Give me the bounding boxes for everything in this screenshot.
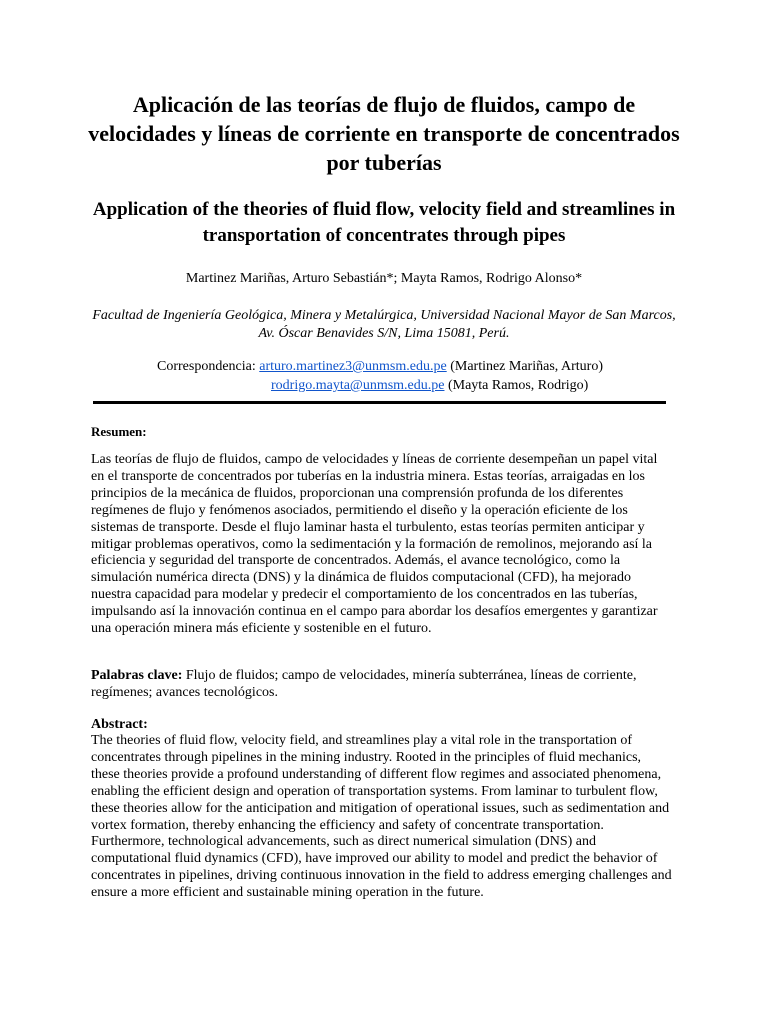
keywords-label: Palabras clave: <box>91 668 183 683</box>
keywords-text: Flujo de fluidos; campo de velocidades, minería subterránea, líneas de corriente, regímenes; avances tecnológicos. <box>91 668 637 700</box>
abstract-body: The theories of fluid flow, velocity field, and streamlines play a vital role in the transportation of concentrates through pipelines in the mining industry. Rooted in the principles of fluid mechanics, these theories provide a profound understanding of different flow regimes and associated phenomena, enabling the efficient design and operation of transportation systems. From laminar to turbulent flow, these theories allow for the anticipation and mitigation of operational issues, such as sedimentation and vortex formation, thereby enhancing the efficiency and safety of concentrate transportation. Furthermore, technological advancements, such as direct numerical simulation (DNS) and computational fluid dynamics (CFD), have improved our ability to model and predict the behavior of concentrates in pipelines, driving continuous innovation in the field to address emerging challenges and ensure a more efficient and sustainable mining operation in the future. <box>91 733 672 901</box>
title-english: Application of the theories of fluid flow, velocity field and streamlines in transportation of concentrates through pipes <box>92 199 676 246</box>
title-spanish: Aplicación de las teorías de flujo de fluidos, campo de velocidades y líneas de corriente en transporte de concentrados por tuberías <box>88 92 680 175</box>
email-link-mayta[interactable]: rodrigo.mayta@unmsm.edu.pe <box>271 378 445 393</box>
correspondence-line-1 <box>157 357 603 376</box>
resumen-body: Las teorías de flujo de fluidos, campo de velocidades y líneas de corriente desempeñan un papel vital en el transporte de concentrados por tuberías en la industria minera. Estas teorías, arraigadas en los principios de la mecánica de fluidos, proporcionan una comprensión profunda de los diferentes regímenes de flujo y fenómenos asociados, permitiendo el diseño y la operación eficiente de los sistemas de transporte. Desde el flujo laminar hasta el turbulento, estas teorías permiten anticipar y mitigar problemas operativos, como la sedimentación y la formación de remolinos, mejorando así la eficiencia y seguridad del transporte de concentrados. Además, el avance tecnológico, como la simulación numérica directa (DNS) y la dinámica de fluidos computacional (CFD), ha mejorado nuestra capacidad para modelar y predecir el comportamiento de los concentrados en las tuberías, impulsando así la innovación continua en el campo para abordar los desafíos emergentes y garantizar una operación minera más eficiente y sostenible en el futuro. <box>91 452 658 637</box>
correspondence-name-mayta: (Mayta Ramos, Rodrigo) <box>447 378 589 393</box>
resumen-heading: Resumen: <box>91 424 147 439</box>
header-divider <box>93 401 666 404</box>
correspondence-name-martinez: (Martinez Mariñas, Arturo) <box>450 359 603 374</box>
correspondence-label: Correspondencia: <box>157 359 256 374</box>
correspondence-line-2 <box>271 376 588 395</box>
authors-line: Martinez Mariñas, Arturo Sebastián*; Mayta Ramos, Rodrigo Alonso* <box>185 271 583 286</box>
affiliation: Facultad de Ingeniería Geológica, Minera y Metalúrgica, Universidad Nacional Mayor de San Marcos, Av. Óscar Benavides S/N, Lima 15081, Perú. <box>92 308 676 341</box>
keywords-paragraph <box>91 668 673 702</box>
abstract-heading: Abstract: <box>91 717 148 732</box>
email-link-martinez[interactable]: arturo.martinez3@unmsm.edu.pe <box>259 359 447 374</box>
